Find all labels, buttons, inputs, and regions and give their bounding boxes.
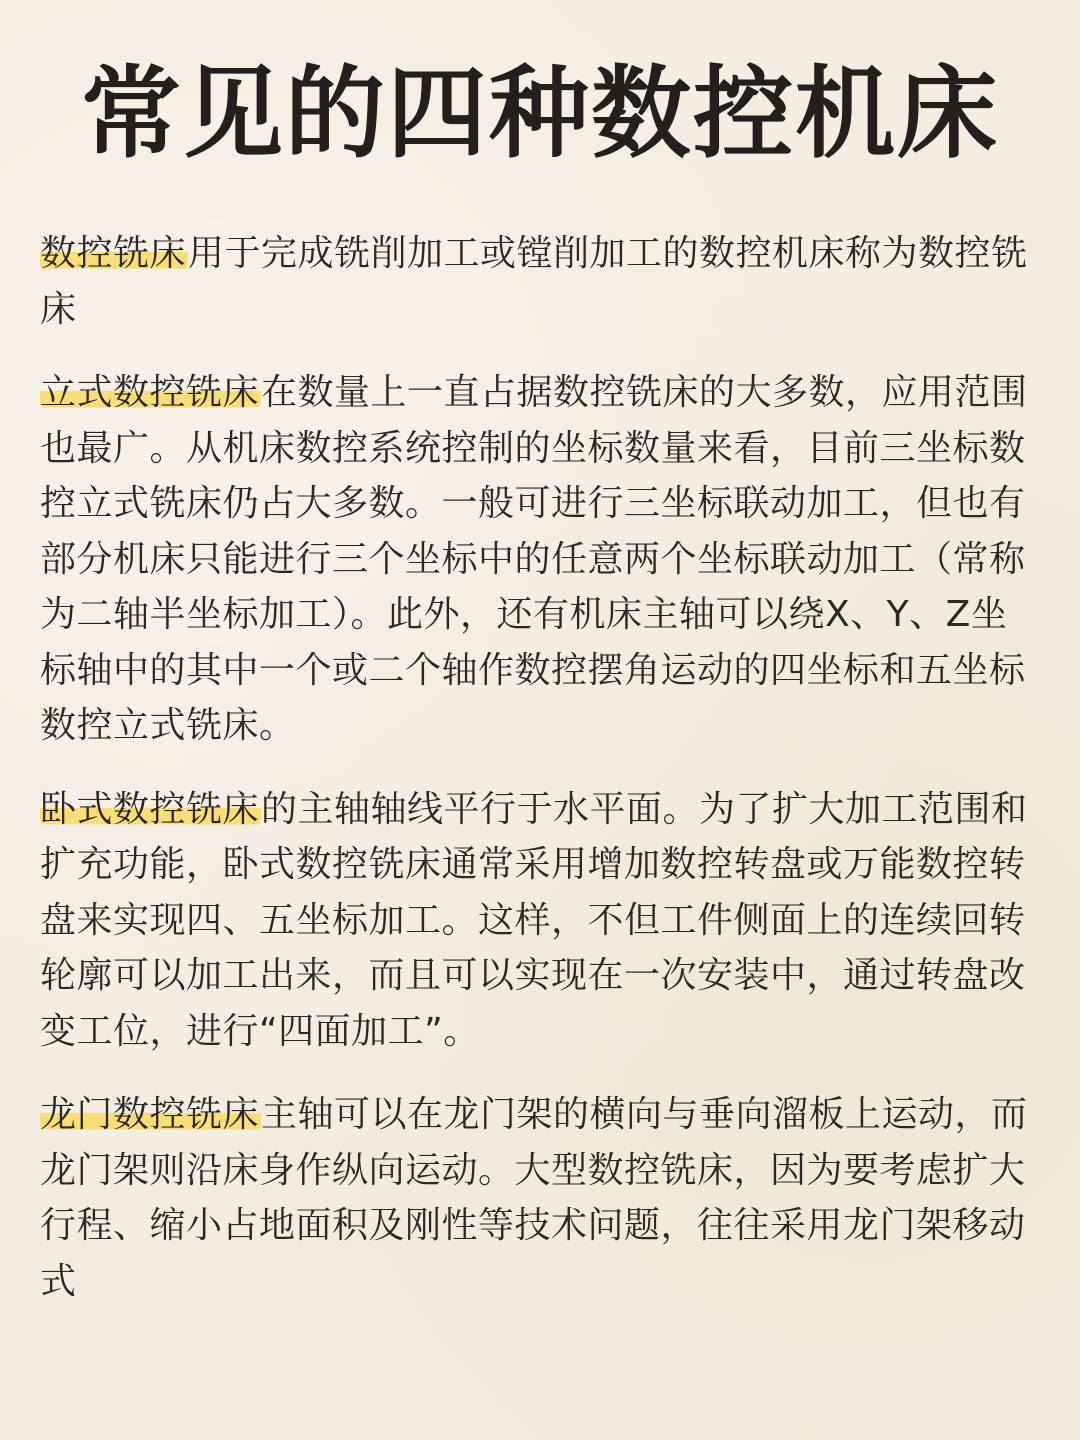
- page-title: 常见的四种数控机床: [81, 55, 999, 172]
- paragraph-gantry-milling: [40, 1087, 1040, 1309]
- highlight-term: 卧式数控铣床: [40, 788, 260, 830]
- highlight-term: 龙门数控铣床: [40, 1094, 260, 1135]
- paragraph-vertical-milling: [40, 365, 1040, 754]
- paragraph-horizontal-milling: [40, 782, 1040, 1060]
- highlight-term: 立式数控铣床: [40, 372, 260, 413]
- article-body: [40, 226, 1040, 1309]
- paragraph-milling-machine: [40, 226, 1040, 337]
- highlight-term: 数控铣床: [40, 233, 187, 274]
- paragraph-text: 在数量上一直占据数控铣床的大多数，应用范围也最广。从机床数控系统控制的坐标数量来看，目前三坐标数控立式铣床仍占大多数。一般可进行三坐标联动加工，但也有部分机床只能进行三个坐标中的任意两个坐标联动加工（常称为二轴半坐标加工）。此外，还有机床主轴可以绕X、Y、Z坐标轴中的其中一个或二个轴作数控摆角运动的四坐标和五坐标数控立式铣床。: [40, 372, 1028, 746]
- paragraph-text: 主轴可以在龙门架的横向与垂向溜板上运动，而龙门架则沿床身作纵向运动。大型数控铣床，因为要考虑扩大行程、缩小占地面积及刚性等技术问题，往往采用龙门架移动式: [40, 1094, 1028, 1302]
- paragraph-text: 用于完成铣削加工或镗削加工的数控机床称为数控铣床: [40, 233, 1028, 330]
- paragraph-text: 的主轴轴线平行于水平面。为了扩大加工范围和扩充功能，卧式数控铣床通常采用增加数控转盘或万能数控转盘来实现四、五坐标加工。这样，不但工件侧面上的连续回转轮廓可以加工出来，而且可以实现在一次安装中，通过转盘改变工位，进行“四面加工”。: [40, 788, 1028, 1052]
